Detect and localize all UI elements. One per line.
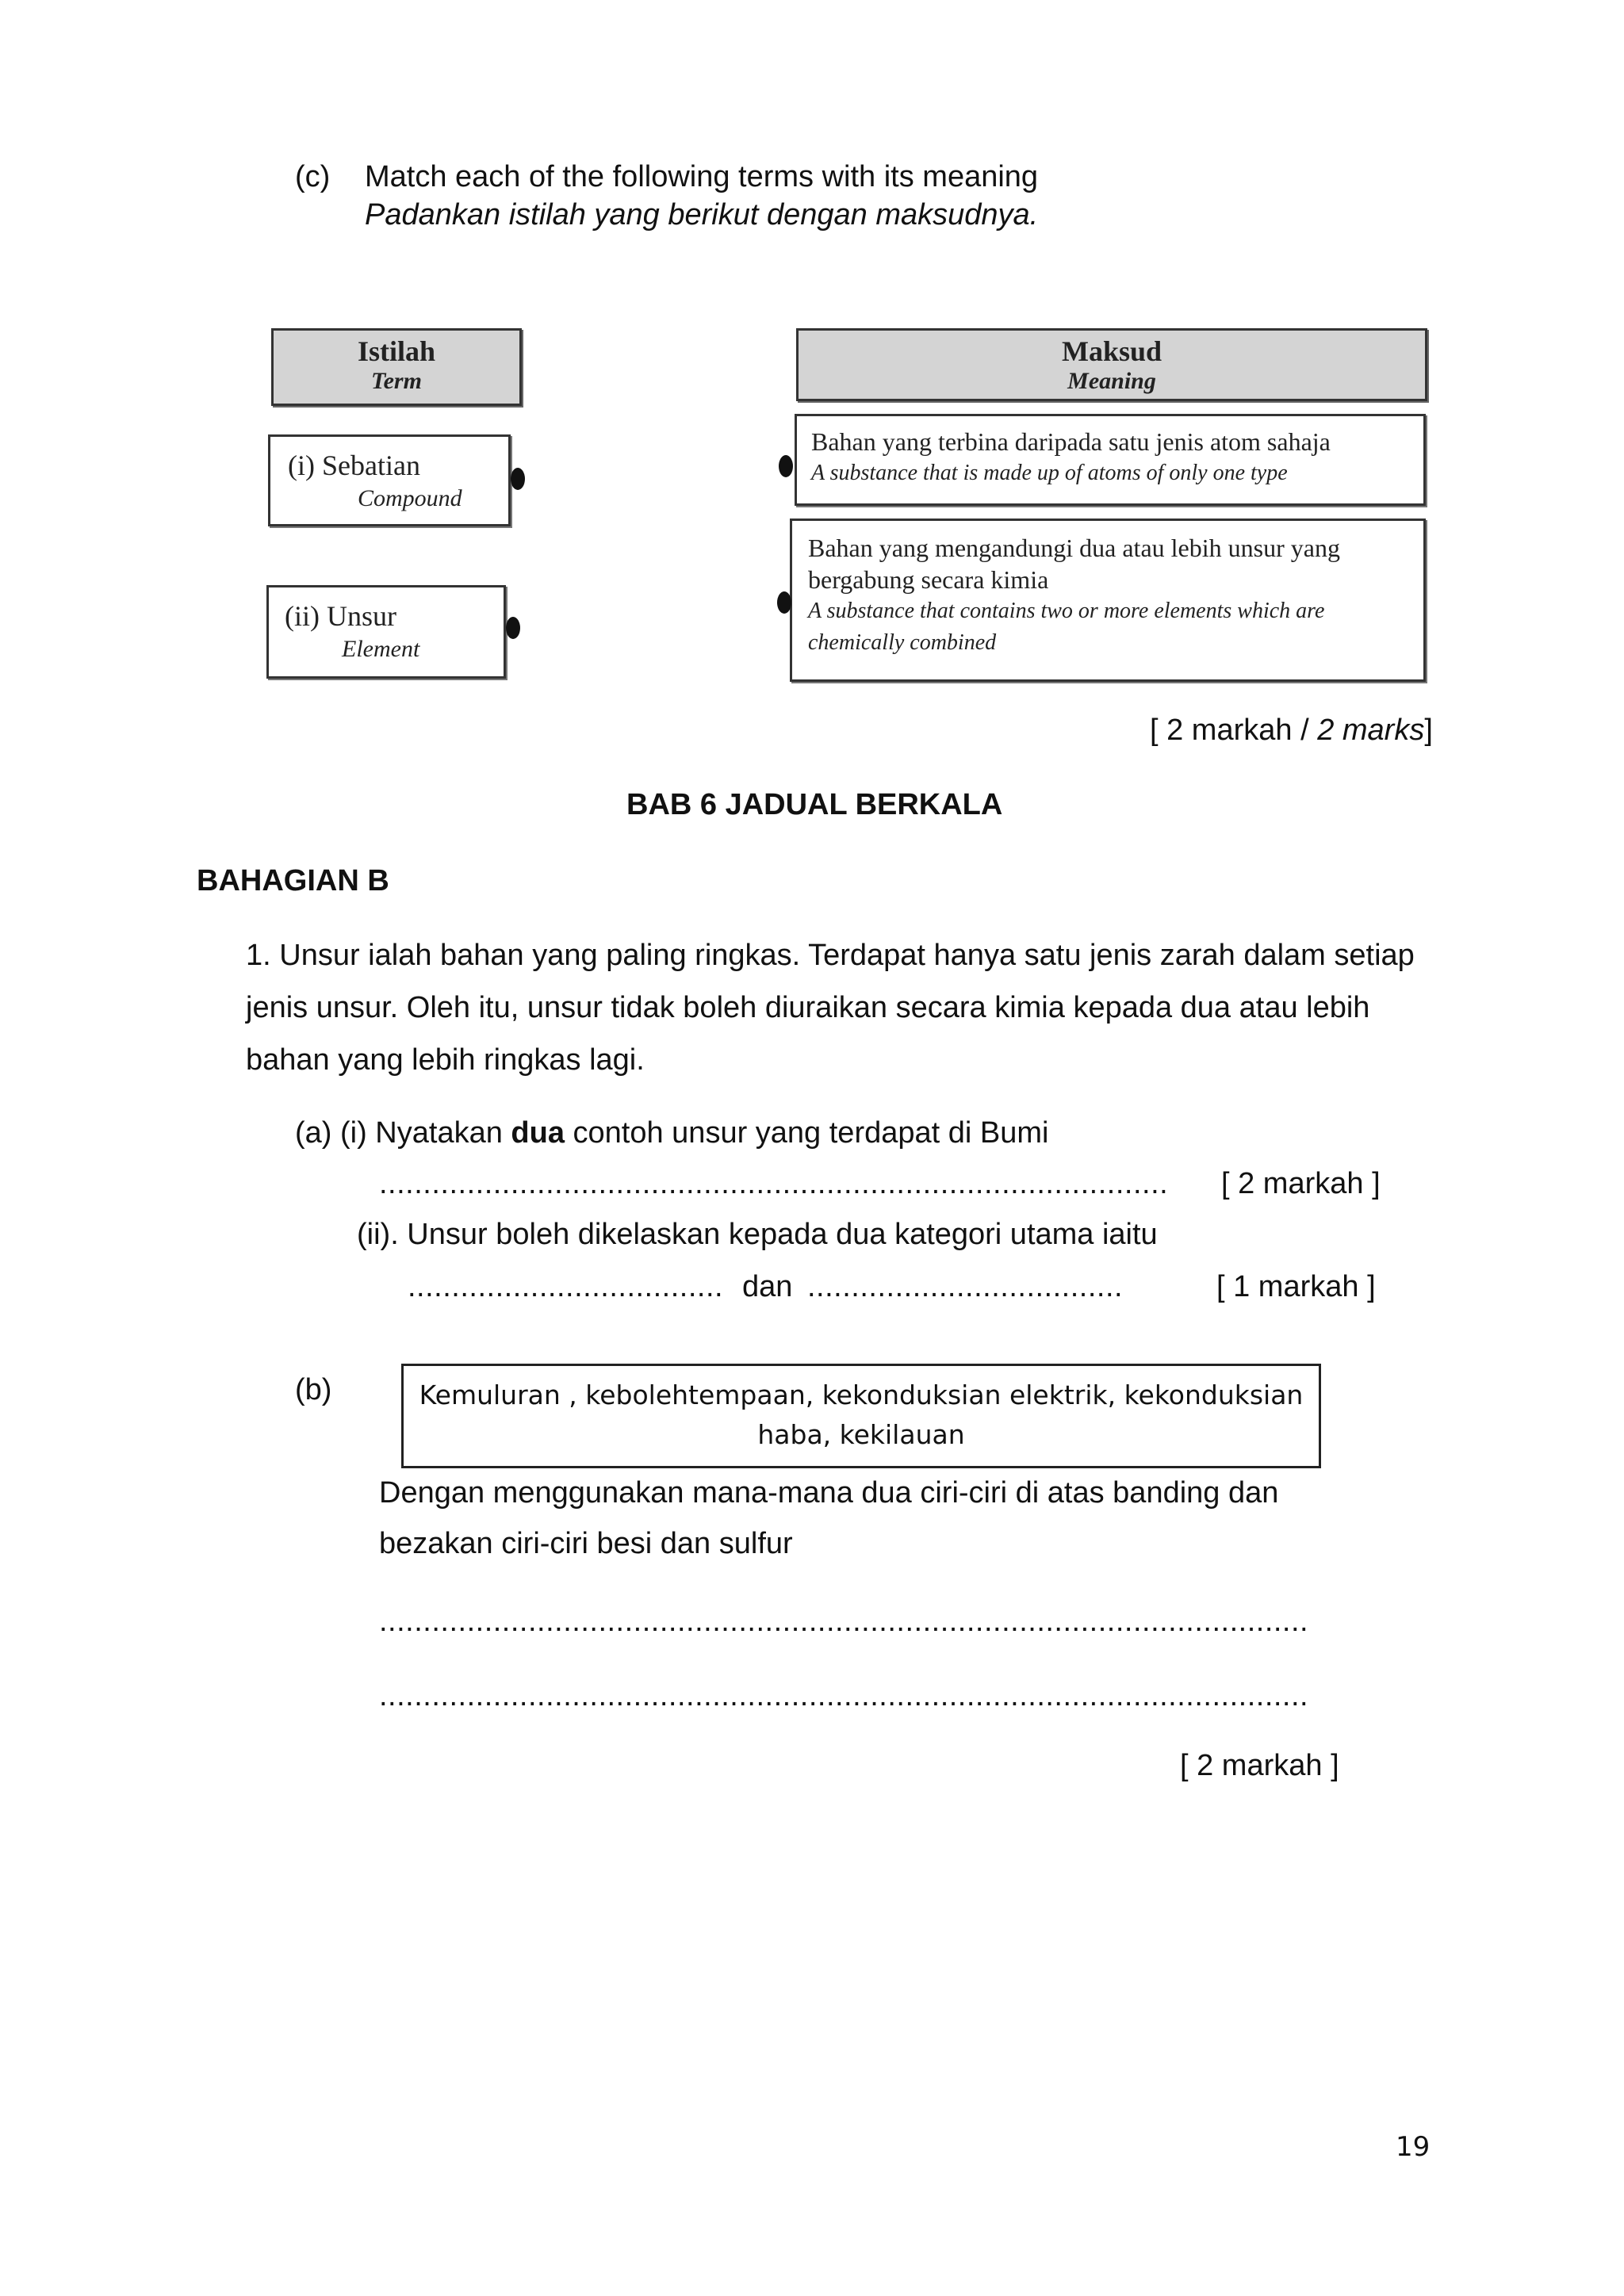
page-number: 19 — [1396, 2131, 1431, 2163]
part-c-label: (c) — [295, 160, 331, 193]
meaning-2-ms-line1: Bahan yang mengandungi dua atau lebih unsur yang — [808, 534, 1340, 562]
meaning-2-ms-line2: bergabung secara kimia — [808, 565, 1049, 594]
q1-a-ii-question: (ii). Unsur boleh dikelaskan kepada dua kategori utama iaitu — [357, 1218, 1158, 1251]
term-element-connector-dot[interactable] — [506, 617, 520, 639]
q1-b-answer-line-1[interactable]: .......................................................................................................... — [379, 1605, 1309, 1638]
q1-b-answer-line-2[interactable]: .......................................................................................................... — [379, 1679, 1309, 1712]
q1-a-i-answer-line[interactable]: .......................................................................................... — [379, 1167, 1169, 1200]
q1-intro-line2: jenis unsur. Oleh itu, unsur tidak boleh diuraikan secara kimia kepada dua atau lebih — [246, 991, 1370, 1024]
term-header — [271, 328, 522, 406]
term-header-ms: Istilah — [357, 335, 436, 367]
term-compound-connector-dot[interactable] — [511, 468, 525, 490]
meaning-header — [796, 328, 1427, 401]
meaning-2-connector-dot[interactable] — [777, 591, 791, 614]
part-c-marks-italic: 2 marks — [1317, 714, 1425, 747]
q1-a-i-bold: dua — [511, 1116, 565, 1150]
q1-intro-line3: bahan yang lebih ringkas lagi. — [246, 1043, 645, 1077]
part-c-instruction-ms: Padankan istilah yang berikut dengan maksudnya. — [365, 198, 1039, 232]
q1-b-question-line2: bezakan ciri-ciri besi dan sulfur — [379, 1527, 793, 1560]
q1-a-i-suffix: contoh unsur yang terdapat di Bumi — [564, 1116, 1049, 1150]
meaning-2-en-line1: A substance that contains two or more elements which are — [808, 599, 1325, 623]
q1-b-label: (b) — [295, 1373, 332, 1406]
q1-a-ii-answer-line-1[interactable]: .................................... — [408, 1270, 724, 1303]
section-title: BAHAGIAN B — [197, 864, 389, 897]
part-c-instruction-en: Match each of the following terms with its meaning — [365, 160, 1039, 193]
term-compound-label: (i) Sebatian — [288, 450, 420, 481]
properties-box — [401, 1364, 1321, 1468]
term-box-compound — [268, 434, 511, 526]
part-c-marks-suffix: ] — [1424, 714, 1433, 747]
meaning-header-ms: Maksud — [1061, 335, 1162, 367]
q1-a-i-prefix: (a) (i) Nyatakan — [295, 1116, 511, 1150]
term-element-label: (ii) Unsur — [285, 600, 396, 632]
meaning-1-ms: Bahan yang terbina daripada satu jenis atom sahaja — [811, 427, 1331, 456]
meaning-box-1 — [795, 414, 1426, 506]
meaning-2-en-line2: chemically combined — [808, 630, 997, 655]
q1-b-marks: [ 2 markah ] — [1180, 1749, 1339, 1782]
q1-a-i-question — [295, 1115, 1048, 1151]
q1-b-question-line1: Dengan menggunakan mana-mana dua ciri-ciri di atas banding dan — [379, 1476, 1279, 1510]
meaning-header-en: Meaning — [1067, 368, 1156, 394]
term-element-en: Element — [342, 636, 420, 662]
part-c-marks-prefix: [ 2 markah / — [1150, 714, 1318, 747]
chapter-title: BAB 6 JADUAL BERKALA — [626, 788, 1003, 821]
q1-a-ii-marks: [ 1 markah ] — [1216, 1270, 1376, 1303]
properties-line1: Kemuluran , kebolehtempaan, kekonduksian elektrik, kekonduksian — [419, 1380, 1304, 1410]
meaning-1-connector-dot[interactable] — [779, 455, 793, 477]
term-compound-en: Compound — [358, 485, 462, 511]
q1-a-ii-dan: dan — [742, 1270, 793, 1303]
term-header-en: Term — [371, 368, 422, 394]
term-box-element — [266, 585, 506, 679]
meaning-box-2 — [790, 519, 1426, 682]
part-c-marks — [1150, 712, 1433, 748]
q1-a-i-marks: [ 2 markah ] — [1221, 1167, 1381, 1200]
q1-a-ii-answer-line-2[interactable]: .................................... — [807, 1270, 1124, 1303]
q1-intro-line1: 1. Unsur ialah bahan yang paling ringkas. Terdapat hanya satu jenis zarah dalam setiap — [246, 939, 1415, 972]
properties-line2: haba, kekilauan — [757, 1419, 965, 1450]
meaning-1-en: A substance that is made up of atoms of only one type — [811, 461, 1288, 485]
